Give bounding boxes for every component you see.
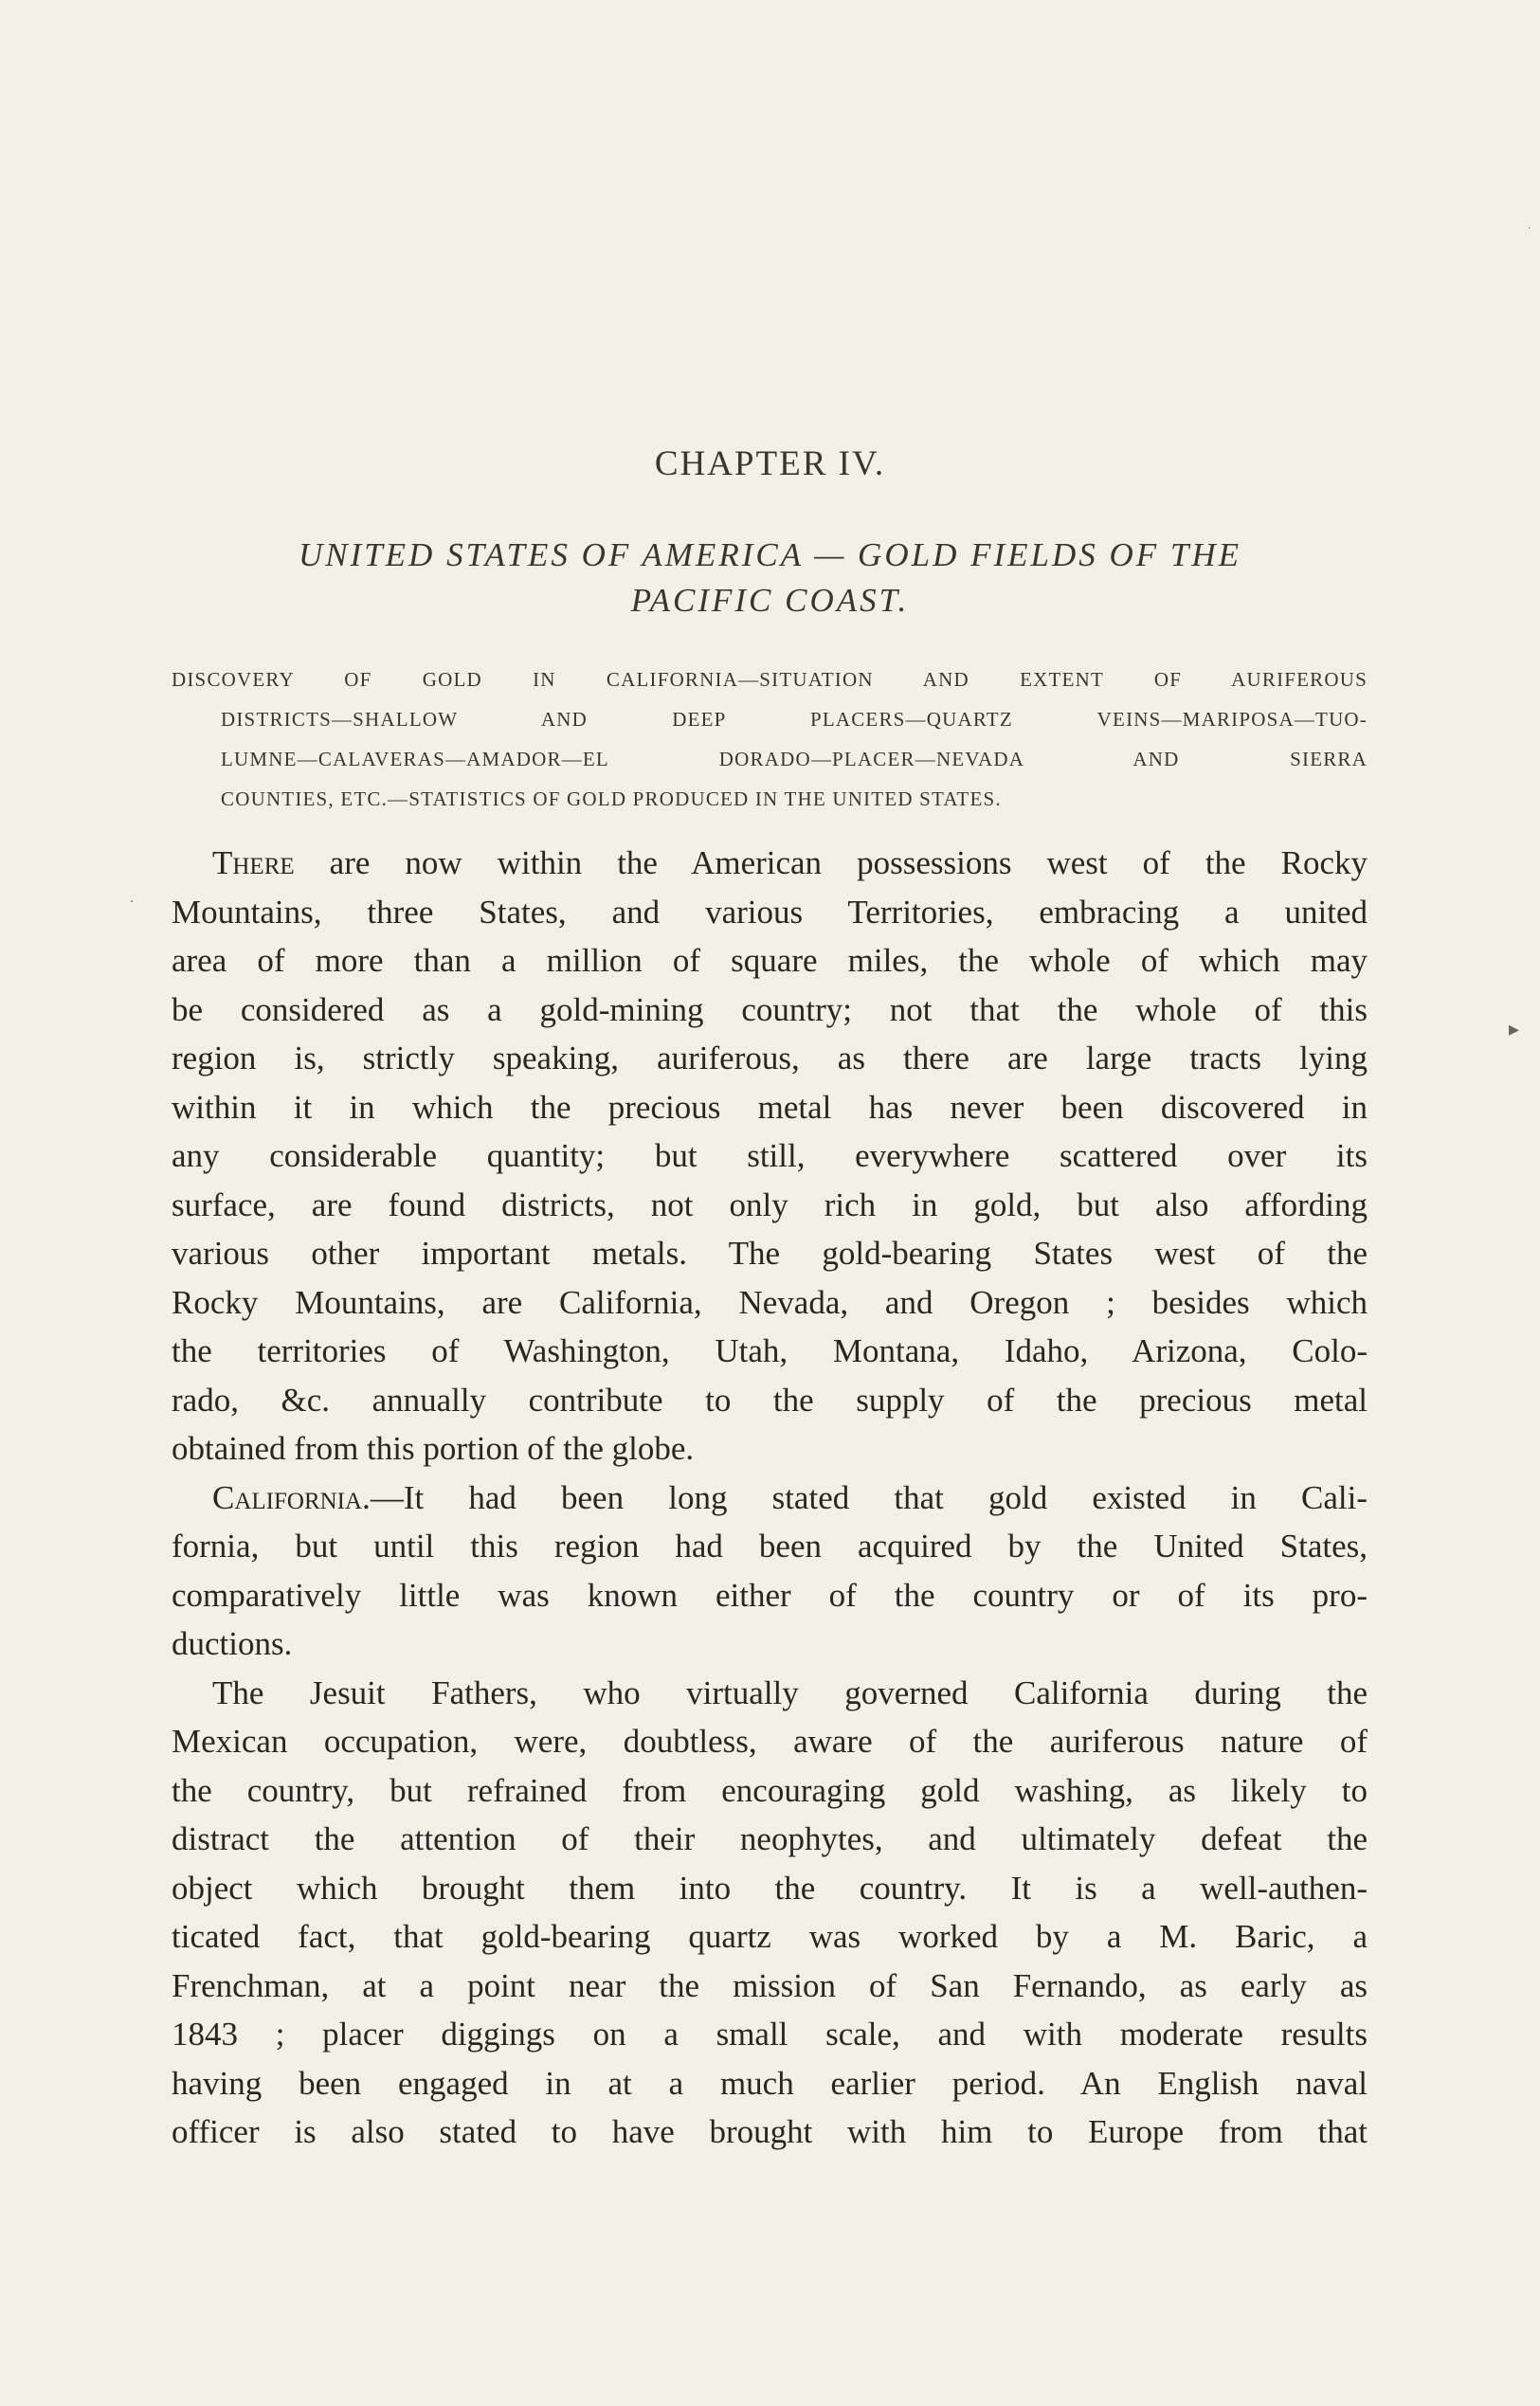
paragraph-line: Rocky Mountains, are California, Nevada, and Oregon ; besides which [172,1283,1368,1321]
chapter-subtitle-line-1: UNITED STATES OF AMERICA — GOLD FIELDS OF THE [298,536,1242,573]
paragraph-last-line: obtained from this portion of the globe. [172,1430,695,1467]
paragraph-line: ticated fact, that gold-bearing quartz was worked by a M. Baric, a [172,1918,1368,1955]
paragraph-line: Mexican occupation, were, doubtless, aware of the auriferous nature of [172,1723,1368,1760]
summary-line: COUNTIES, ETC.—STATISTICS OF GOLD PRODUCED IN THE UNITED STATES. [221,787,1002,810]
paragraph-line: having been engaged in at a much earlier period. An English naval [172,2064,1368,2102]
paragraph-2-lead-word: California. [212,1478,371,1516]
paragraph-1-first-line-text: are now within the American possessions west of the Rocky [294,844,1368,881]
paragraph-line: distract the attention of their neophytes, and ultimately defeat the [172,1820,1368,1857]
paragraph-line: region is, strictly speaking, auriferous, as there are large tracts lying [172,1040,1368,1076]
paragraph-line: within it in which the precious metal has never been discovered in [172,1088,1368,1126]
paragraph-line: any considerable quantity; but still, everywhere scattered over its [172,1137,1368,1174]
body-text [172,839,1368,2205]
paragraph-line: fornia, but until this region had been acquired by the United States, [172,1528,1368,1565]
margin-dot-icon: · [130,895,135,910]
paragraph-line: object which brought them into the country. It is a well-authen- [172,1869,1368,1907]
paragraph-line: area of more than a million of square miles, the whole of which may [172,942,1368,979]
paragraph-line: various other important metals. The gold-bearing States west of the [172,1235,1368,1272]
paragraph-line [172,2157,1368,2206]
paragraph-line: surface, are found districts, not only rich in gold, but also affording [172,1185,1368,1223]
paragraph-line: rado, &c. annually contribute to the supply of the precious metal [172,1381,1368,1419]
summary-line: DISTRICTS—SHALLOW AND DEEP PLACERS—QUARTZ VEINS—MARIPOSA—TUO- [221,708,1368,731]
paragraph-line: 1843 ; placer diggings on a small scale, and with moderate results [172,2016,1368,2053]
chapter-subtitle [190,533,1350,624]
paragraph-line: officer is also stated to have brought with him to Europe from that [172,2113,1368,2150]
chapter-title: CHAPTER IV. [654,444,886,483]
paragraph-2-first-line-text: —It had been long stated that gold existed in Cali- [370,1478,1368,1516]
chapter-subtitle-line-2: PACIFIC COAST. [630,582,910,619]
paragraph-1-lead-word: There [212,844,295,881]
paragraph-line: Mountains, three States, and various Territories, embracing a united [172,893,1368,931]
paragraph-2-first-line [172,1474,1368,1523]
paragraph-3-first-line: The Jesuit Fathers, who virtually governed California during the [212,1673,1368,1711]
paragraph-1-first-line [172,839,1368,888]
paragraph-line: comparatively little was known either of the country or of its pro- [172,1576,1368,1614]
summary-line: DISCOVERY OF GOLD IN CALIFORNIA—SITUATION AND EXTENT OF AURIFEROUS [172,668,1368,691]
paragraph-line: Frenchman, at a point near the mission of San Fernando, as early as [172,1966,1368,2004]
paragraph-line: be considered as a gold-mining country; not that the whole of this [172,990,1368,1028]
chapter-summary [172,660,1368,819]
margin-mark-icon: · [1528,224,1531,234]
summary-line: LUMNE—CALAVERAS—AMADOR—EL DORADO—PLACER—NEVADA AND SIERRA [221,748,1368,770]
paragraph-last-line: ductions. [172,1625,293,1662]
margin-speck-icon: ▸ [1509,1018,1520,1041]
paragraph-line: the country, but refrained from encouraging gold washing, as likely to [172,1771,1368,1809]
paragraph-line: the territories of Washington, Utah, Montana, Idaho, Arizona, Colo- [172,1332,1368,1369]
